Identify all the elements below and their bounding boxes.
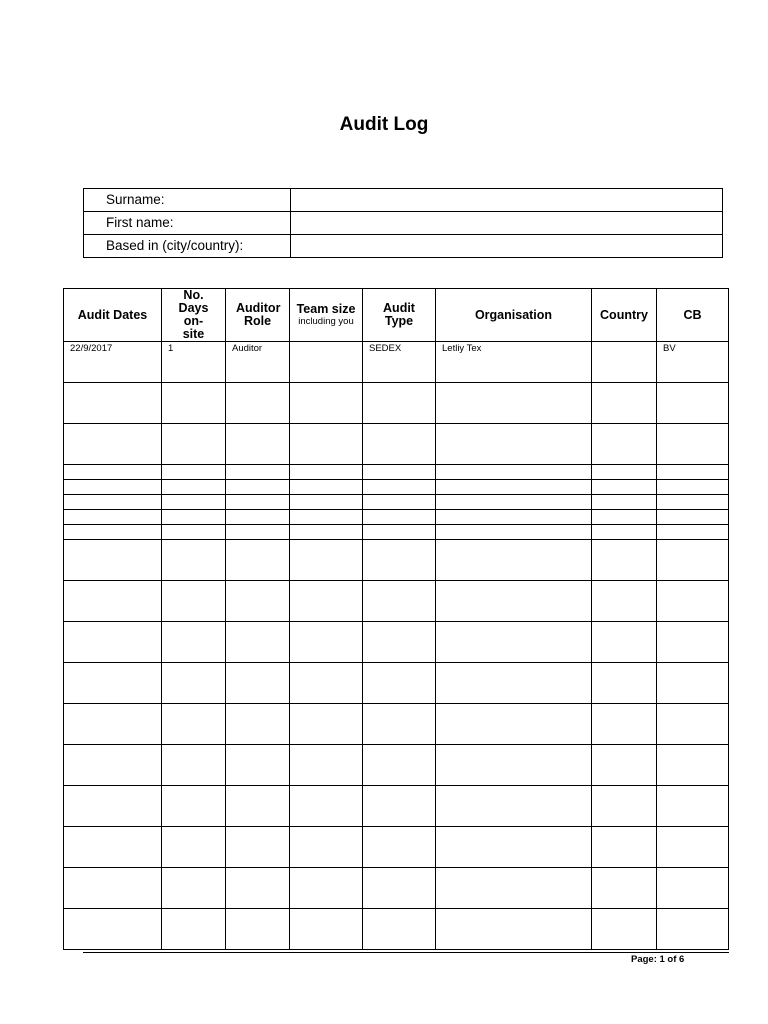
based-in-label: Based in (city/country): — [84, 235, 291, 258]
log-row — [64, 342, 729, 383]
cell-organisation[interactable] — [436, 868, 592, 909]
cell-audit-type[interactable] — [363, 510, 436, 525]
cell-organisation[interactable]: Letliy Tex — [436, 342, 592, 383]
cell-country[interactable] — [592, 424, 657, 465]
cell-auditor-role[interactable] — [226, 786, 290, 827]
cell-days-on-site[interactable] — [162, 510, 226, 525]
cell-audit-date[interactable] — [64, 581, 162, 622]
cell-country[interactable] — [592, 581, 657, 622]
cell-audit-type[interactable] — [363, 786, 436, 827]
header-days-on-site: No. Days on-site — [162, 289, 226, 342]
first-name-field[interactable] — [291, 212, 723, 235]
first-name-label: First name: — [84, 212, 291, 235]
cell-auditor-role[interactable] — [226, 480, 290, 495]
cell-audit-date[interactable] — [64, 745, 162, 786]
cell-cb[interactable] — [657, 622, 729, 663]
cell-organisation[interactable] — [436, 465, 592, 480]
cell-team-size[interactable] — [290, 581, 363, 622]
cell-auditor-role[interactable] — [226, 383, 290, 424]
cell-cb[interactable] — [657, 663, 729, 704]
cell-audit-date[interactable] — [64, 540, 162, 581]
cell-cb[interactable] — [657, 424, 729, 465]
cell-team-size[interactable] — [290, 480, 363, 495]
cell-auditor-role[interactable] — [226, 663, 290, 704]
cell-cb[interactable] — [657, 465, 729, 480]
cell-cb[interactable] — [657, 745, 729, 786]
cell-country[interactable] — [592, 495, 657, 510]
log-row — [64, 480, 729, 495]
cell-audit-type[interactable] — [363, 540, 436, 581]
cell-audit-type[interactable] — [363, 704, 436, 745]
log-row — [64, 868, 729, 909]
cell-country[interactable] — [592, 510, 657, 525]
cell-days-on-site[interactable] — [162, 704, 226, 745]
cell-audit-type[interactable] — [363, 465, 436, 480]
cell-auditor-role[interactable] — [226, 540, 290, 581]
info-row-surname — [84, 189, 723, 212]
cell-audit-type[interactable] — [363, 909, 436, 950]
cell-days-on-site[interactable] — [162, 622, 226, 663]
cell-organisation[interactable] — [436, 827, 592, 868]
cell-team-size[interactable] — [290, 342, 363, 383]
surname-label: Surname: — [84, 189, 291, 212]
cell-cb[interactable] — [657, 909, 729, 950]
cell-auditor-role[interactable] — [226, 704, 290, 745]
cell-team-size[interactable] — [290, 663, 363, 704]
cell-organisation[interactable] — [436, 424, 592, 465]
cell-audit-type[interactable] — [363, 525, 436, 540]
cell-organisation[interactable] — [436, 663, 592, 704]
cell-country[interactable] — [592, 868, 657, 909]
cell-audit-type[interactable] — [363, 745, 436, 786]
cell-days-on-site[interactable]: 1 — [162, 342, 226, 383]
cell-country[interactable] — [592, 663, 657, 704]
page-title: Audit Log — [339, 114, 429, 135]
cell-country[interactable] — [592, 909, 657, 950]
cell-team-size[interactable] — [290, 383, 363, 424]
log-row — [64, 383, 729, 424]
cell-country[interactable] — [592, 622, 657, 663]
cell-auditor-role[interactable] — [226, 868, 290, 909]
cell-team-size[interactable] — [290, 510, 363, 525]
cell-organisation[interactable] — [436, 480, 592, 495]
cell-audit-type[interactable] — [363, 383, 436, 424]
surname-field[interactable] — [291, 189, 723, 212]
cell-audit-type[interactable]: SEDEX — [363, 342, 436, 383]
cell-cb[interactable]: BV — [657, 342, 729, 383]
cell-days-on-site[interactable] — [162, 868, 226, 909]
cell-cb[interactable] — [657, 495, 729, 510]
log-row — [64, 663, 729, 704]
log-row — [64, 622, 729, 663]
cell-team-size[interactable] — [290, 909, 363, 950]
cell-auditor-role[interactable] — [226, 465, 290, 480]
cell-cb[interactable] — [657, 480, 729, 495]
cell-days-on-site[interactable] — [162, 525, 226, 540]
info-row-based-in — [84, 235, 723, 258]
cell-audit-date[interactable]: 22/9/2017 — [64, 342, 162, 383]
auditor-info-table — [83, 188, 723, 258]
cell-audit-type[interactable] — [363, 868, 436, 909]
cell-country[interactable] — [592, 525, 657, 540]
cell-auditor-role[interactable] — [226, 510, 290, 525]
log-row — [64, 424, 729, 465]
cell-organisation[interactable] — [436, 581, 592, 622]
cell-cb[interactable] — [657, 827, 729, 868]
cell-days-on-site[interactable] — [162, 383, 226, 424]
cell-cb[interactable] — [657, 581, 729, 622]
header-country: Country — [592, 289, 657, 342]
cell-audit-date[interactable] — [64, 868, 162, 909]
cell-audit-date[interactable] — [64, 827, 162, 868]
audit-log-table — [63, 288, 729, 950]
cell-country[interactable] — [592, 827, 657, 868]
cell-audit-date[interactable] — [64, 909, 162, 950]
log-row — [64, 909, 729, 950]
cell-cb[interactable] — [657, 525, 729, 540]
cell-organisation[interactable] — [436, 622, 592, 663]
info-row-first-name — [84, 212, 723, 235]
cell-cb[interactable] — [657, 383, 729, 424]
cell-days-on-site[interactable] — [162, 540, 226, 581]
cell-team-size[interactable] — [290, 424, 363, 465]
cell-audit-date[interactable] — [64, 622, 162, 663]
cell-team-size[interactable] — [290, 868, 363, 909]
cell-days-on-site[interactable] — [162, 909, 226, 950]
cell-cb[interactable] — [657, 786, 729, 827]
cell-audit-date[interactable] — [64, 663, 162, 704]
cell-auditor-role[interactable] — [226, 495, 290, 510]
cell-auditor-role[interactable] — [226, 909, 290, 950]
cell-days-on-site[interactable] — [162, 827, 226, 868]
cell-country[interactable] — [592, 745, 657, 786]
log-header-row — [64, 289, 729, 342]
cell-team-size[interactable] — [290, 525, 363, 540]
cell-team-size[interactable] — [290, 827, 363, 868]
log-row — [64, 827, 729, 868]
header-audit-dates: Audit Dates — [64, 289, 162, 342]
cell-auditor-role[interactable] — [226, 581, 290, 622]
cell-team-size[interactable] — [290, 745, 363, 786]
log-row — [64, 525, 729, 540]
cell-auditor-role[interactable] — [226, 745, 290, 786]
cell-organisation[interactable] — [436, 540, 592, 581]
log-row — [64, 581, 729, 622]
cell-country[interactable] — [592, 342, 657, 383]
cell-days-on-site[interactable] — [162, 465, 226, 480]
cell-organisation[interactable] — [436, 704, 592, 745]
cell-cb[interactable] — [657, 510, 729, 525]
cell-audit-date[interactable] — [64, 495, 162, 510]
log-row — [64, 704, 729, 745]
cell-audit-date[interactable] — [64, 465, 162, 480]
cell-team-size[interactable] — [290, 786, 363, 827]
cell-team-size[interactable] — [290, 465, 363, 480]
header-organisation: Organisation — [436, 289, 592, 342]
cell-cb[interactable] — [657, 868, 729, 909]
cell-auditor-role[interactable] — [226, 622, 290, 663]
cell-days-on-site[interactable] — [162, 581, 226, 622]
footer-divider — [83, 952, 729, 953]
cell-audit-date[interactable] — [64, 786, 162, 827]
cell-team-size[interactable] — [290, 622, 363, 663]
cell-audit-type[interactable] — [363, 480, 436, 495]
cell-country[interactable] — [592, 480, 657, 495]
log-row — [64, 540, 729, 581]
cell-organisation[interactable] — [436, 495, 592, 510]
cell-auditor-role[interactable]: Auditor — [226, 342, 290, 383]
cell-organisation[interactable] — [436, 510, 592, 525]
cell-auditor-role[interactable] — [226, 424, 290, 465]
cell-days-on-site[interactable] — [162, 745, 226, 786]
page-number: Page: 1 of 6 — [631, 954, 685, 965]
cell-organisation[interactable] — [436, 525, 592, 540]
cell-country[interactable] — [592, 704, 657, 745]
cell-organisation[interactable] — [436, 786, 592, 827]
based-in-field[interactable] — [291, 235, 723, 258]
cell-organisation[interactable] — [436, 383, 592, 424]
cell-audit-type[interactable] — [363, 827, 436, 868]
cell-organisation[interactable] — [436, 745, 592, 786]
cell-team-size[interactable] — [290, 540, 363, 581]
cell-auditor-role[interactable] — [226, 525, 290, 540]
cell-audit-date[interactable] — [64, 525, 162, 540]
header-cb: CB — [657, 289, 729, 342]
header-audit-type: Audit Type — [363, 289, 436, 342]
cell-audit-type[interactable] — [363, 622, 436, 663]
cell-auditor-role[interactable] — [226, 827, 290, 868]
cell-days-on-site[interactable] — [162, 663, 226, 704]
cell-audit-type[interactable] — [363, 424, 436, 465]
log-row — [64, 510, 729, 525]
cell-audit-type[interactable] — [363, 663, 436, 704]
cell-days-on-site[interactable] — [162, 495, 226, 510]
cell-audit-date[interactable] — [64, 383, 162, 424]
log-row — [64, 495, 729, 510]
cell-country[interactable] — [592, 786, 657, 827]
cell-audit-date[interactable] — [64, 510, 162, 525]
cell-country[interactable] — [592, 383, 657, 424]
log-row — [64, 786, 729, 827]
cell-days-on-site[interactable] — [162, 786, 226, 827]
cell-cb[interactable] — [657, 704, 729, 745]
cell-organisation[interactable] — [436, 909, 592, 950]
cell-team-size[interactable] — [290, 704, 363, 745]
header-team-size: Team size including you — [290, 289, 363, 342]
header-auditor-role: Auditor Role — [226, 289, 290, 342]
cell-country[interactable] — [592, 465, 657, 480]
cell-audit-date[interactable] — [64, 704, 162, 745]
cell-audit-type[interactable] — [363, 581, 436, 622]
cell-country[interactable] — [592, 540, 657, 581]
cell-days-on-site[interactable] — [162, 424, 226, 465]
cell-days-on-site[interactable] — [162, 480, 226, 495]
cell-audit-date[interactable] — [64, 480, 162, 495]
log-row — [64, 745, 729, 786]
cell-audit-date[interactable] — [64, 424, 162, 465]
cell-cb[interactable] — [657, 540, 729, 581]
cell-audit-type[interactable] — [363, 495, 436, 510]
cell-team-size[interactable] — [290, 495, 363, 510]
log-row — [64, 465, 729, 480]
